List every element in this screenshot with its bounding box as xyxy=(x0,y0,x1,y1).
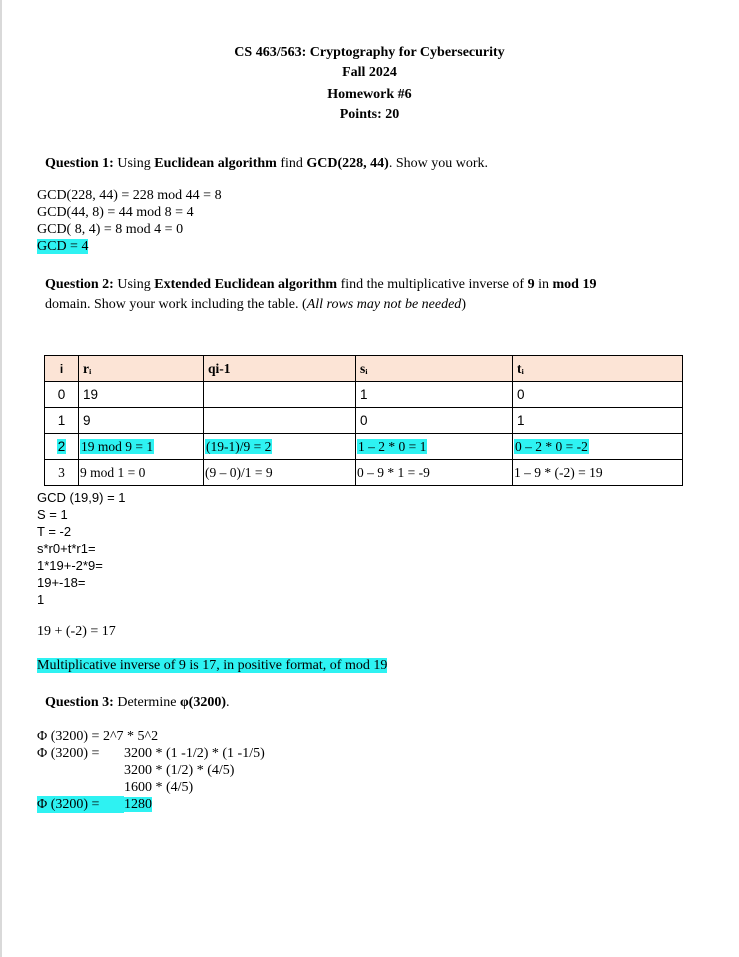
cell-r: 9 xyxy=(79,408,204,434)
header-s: sᵢ xyxy=(356,356,513,382)
cell-t-highlight: 0 – 2 * 0 = -2 xyxy=(515,438,588,454)
q2-line2-italic: All rows may not be needed xyxy=(306,297,462,312)
q1-text-2: find xyxy=(276,156,307,171)
cell-q xyxy=(204,408,356,434)
cell-i-highlight: 2 xyxy=(57,439,66,454)
q2-work-5: 1*19+-2*9= xyxy=(37,558,103,573)
q3-line-3: 3200 * (1/2) * (4/5) xyxy=(124,763,235,778)
cell-t xyxy=(513,434,683,460)
q2-term-ext-euclid: Extended Euclidean algorithm xyxy=(154,277,338,292)
course-title: CS 463/563: Cryptography for Cybersecurity xyxy=(234,45,505,60)
q3-answer-lhs: Φ (3200) = xyxy=(37,796,124,813)
cell-i: 0 xyxy=(45,382,79,408)
q2-text-2: find the multiplicative inverse of xyxy=(337,277,528,292)
cell-i xyxy=(45,434,79,460)
q2-calculation: 19 + (-2) = 17 xyxy=(37,624,116,639)
cell-q: (9 – 0)/1 = 9 xyxy=(204,460,356,486)
q1-step-3: GCD( 8, 4) = 8 mod 4 = 0 xyxy=(37,222,184,237)
table-row xyxy=(45,382,683,408)
q2-work-7: 1 xyxy=(37,592,45,607)
cell-r-highlight: 19 mod 9 = 1 xyxy=(81,438,154,454)
table-header-row xyxy=(45,356,683,382)
cell-q xyxy=(204,434,356,460)
cell-s: 1 xyxy=(356,382,513,408)
question-3-label: Question 3: xyxy=(45,695,114,710)
question-1 xyxy=(45,155,488,172)
header-i: i xyxy=(45,356,79,382)
cell-q-highlight: (19-1)/9 = 2 xyxy=(206,438,272,454)
header-q: qi-1 xyxy=(204,356,356,382)
q1-answer-highlight: GCD = 4 xyxy=(37,239,89,254)
q2-work-6: 19+-18= xyxy=(37,575,86,590)
table-row xyxy=(45,460,683,486)
table-row xyxy=(45,434,683,460)
q1-term-gcd: GCD(228, 44) xyxy=(306,156,389,171)
q2-work-2: S = 1 xyxy=(37,507,68,522)
q3-text-1: Determine xyxy=(113,695,180,710)
cell-s-highlight: 1 – 2 * 0 = 1 xyxy=(358,438,427,454)
cell-i: 1 xyxy=(45,408,79,434)
q1-step-1: GCD(228, 44) = 228 mod 44 = 8 xyxy=(37,188,222,203)
table-row xyxy=(45,408,683,434)
cell-t: 0 xyxy=(513,382,683,408)
page-edge xyxy=(0,0,2,957)
q2-work-4: s*r0+t*r1= xyxy=(37,541,96,556)
homework-number: Homework #6 xyxy=(327,87,412,102)
q3-text-2: . xyxy=(226,695,230,710)
cell-i: 3 xyxy=(45,460,79,486)
q1-term-euclid: Euclidean algorithm xyxy=(154,156,277,171)
question-2-label: Question 2: xyxy=(45,277,114,292)
q3-answer xyxy=(37,796,152,813)
question-2-line-2 xyxy=(45,296,466,313)
q1-answer xyxy=(37,238,88,255)
q3-answer-rhs: 1280 xyxy=(124,797,152,812)
q3-line-2-lhs: Φ (3200) = xyxy=(37,746,100,761)
cell-s: 0 xyxy=(356,408,513,434)
q1-step-2: GCD(44, 8) = 44 mod 8 = 4 xyxy=(37,205,194,220)
cell-t: 1 xyxy=(513,408,683,434)
q2-term-mod: mod 19 xyxy=(552,277,597,292)
header-r: rᵢ xyxy=(79,356,204,382)
q2-answer xyxy=(37,657,387,674)
extended-euclid-table xyxy=(44,355,683,486)
q3-line-4: 1600 * (4/5) xyxy=(124,780,194,795)
cell-r: 9 mod 1 = 0 xyxy=(79,460,204,486)
cell-q xyxy=(204,382,356,408)
cell-s: 0 – 9 * 1 = -9 xyxy=(356,460,513,486)
q2-work-3: T = -2 xyxy=(37,524,72,539)
q2-line2-text: domain. Show your work including the table. ( xyxy=(45,297,307,312)
cell-r xyxy=(79,434,204,460)
q2-text-3: in xyxy=(534,277,553,292)
q2-line2-close: ) xyxy=(461,297,466,312)
q1-text-1: Using xyxy=(113,156,155,171)
q2-term-9: 9 xyxy=(527,277,535,292)
cell-s xyxy=(356,434,513,460)
question-3 xyxy=(45,694,230,711)
question-2 xyxy=(45,276,596,293)
question-1-label: Question 1: xyxy=(45,156,114,171)
q1-text-3: . Show you work. xyxy=(388,156,488,171)
term: Fall 2024 xyxy=(342,65,397,80)
q2-text-1: Using xyxy=(113,277,155,292)
q2-work-1: GCD (19,9) = 1 xyxy=(37,490,126,505)
q3-line-1: Φ (3200) = 2^7 * 5^2 xyxy=(37,729,159,744)
cell-t: 1 – 9 * (-2) = 19 xyxy=(513,460,683,486)
points: Points: 20 xyxy=(339,107,400,122)
q3-line-2-rhs: 3200 * (1 -1/2) * (1 -1/5) xyxy=(124,746,265,761)
cell-r: 19 xyxy=(79,382,204,408)
header-t: tᵢ xyxy=(513,356,683,382)
q3-term-phi: φ(3200) xyxy=(179,695,226,710)
q2-answer-highlight: Multiplicative inverse of 9 is 17, in positive format, of mod 19 xyxy=(37,658,388,673)
